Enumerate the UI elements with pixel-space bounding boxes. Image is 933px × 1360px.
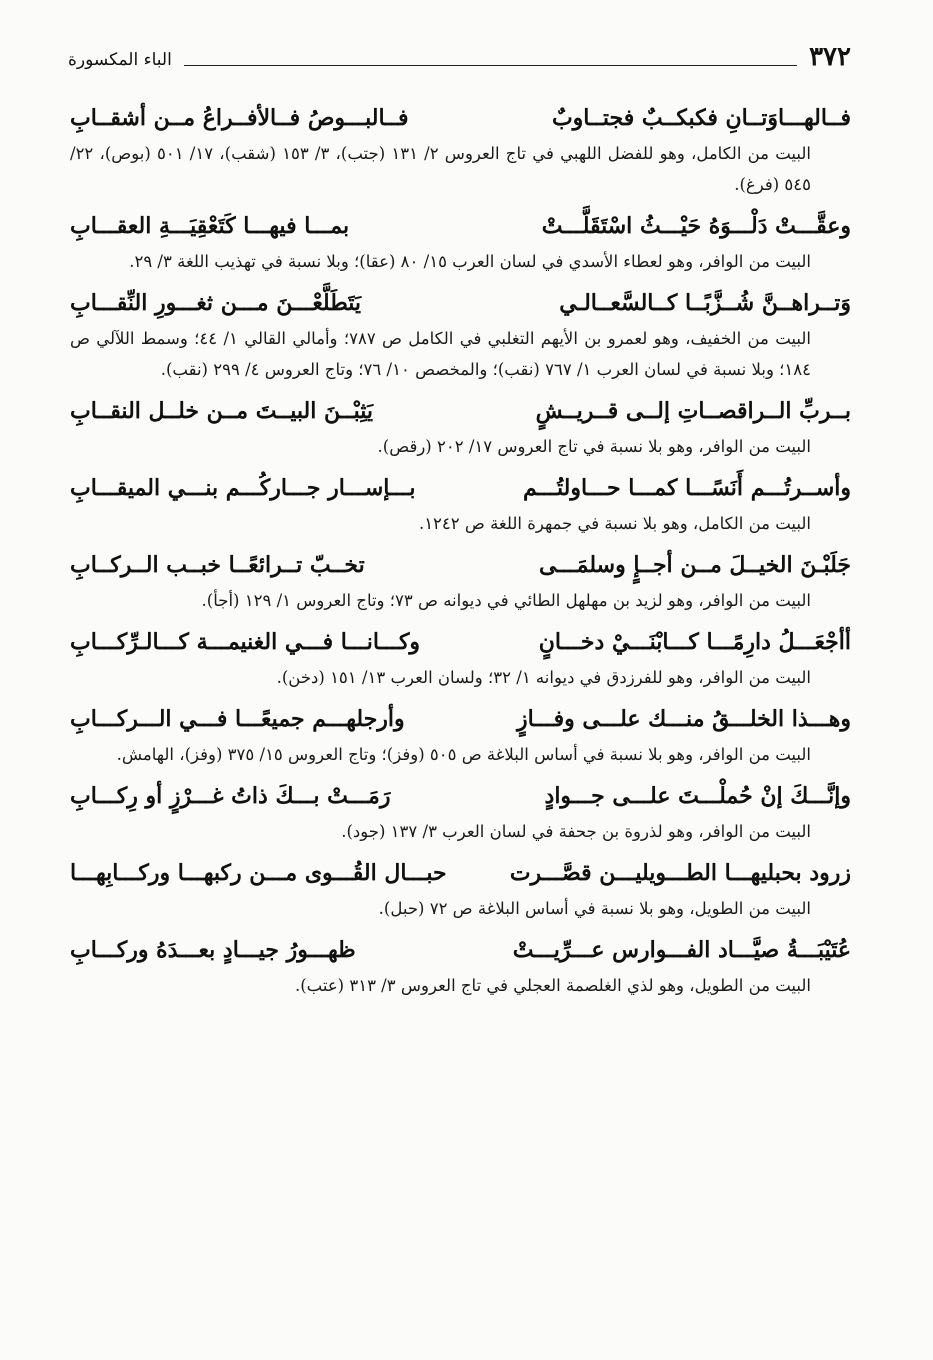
verse-second-hemistich: وأرجلهـــم جميعًـــا فـــي الـــركـــابِ — [70, 706, 405, 732]
verse-second-hemistich: يَتَطَلَّعْـــنَ مـــن ثغـــورِ النِّقـــابِ — [70, 290, 362, 316]
verse-line — [70, 776, 851, 816]
verse-entry — [70, 98, 851, 200]
verse-line — [70, 853, 851, 893]
verse-entry — [70, 283, 851, 385]
verse-note: البيت من الطويل، وهو لذي الغلصمة العجلي في تاج العروس ٣/ ٣١٣ (عتب). — [294, 976, 811, 995]
verse-note: البيت من الوافر، وهو للفرزدق في ديوانه ١/ ٣٢؛ ولسان العرب ١٣/ ١٥١ (دخن). — [276, 668, 811, 687]
verse-line — [70, 283, 851, 323]
running-title: الباء المكسورة — [68, 50, 172, 70]
verse-second-hemistich: تخــبّ تــرائعًــا خبــب الــركــابِ — [70, 552, 365, 578]
verse-entry — [70, 391, 851, 462]
verse-note: البيت من الوافر، وهو بلا نسبة في أساس البلاغة ص ٥٠٥ (وفز)؛ وتاج العروس ١٥/ ٣٧٥ (وفز)، الهامش. — [116, 745, 811, 764]
verse-first-hemistich: بــربِّ الــراقصــاتِ إلــى قــريــشٍ — [535, 398, 851, 424]
verse-entry — [70, 699, 851, 770]
verse-second-hemistich: فــالبـــوصُ فــالأفــراعُ مــن أشقــابِ — [70, 105, 409, 131]
verse-note: البيت من الكامل، وهو بلا نسبة في جمهرة اللغة ص ١٢٤٢. — [418, 514, 811, 533]
verse-first-hemistich: وأســرتُـــم أَنَسًـــا كمـــا حـــاولتُـــم — [523, 475, 851, 501]
verse-entry — [70, 545, 851, 616]
verse-second-hemistich: بـــإســـار جـــاركُـــم بنـــي الميقـــابِ — [70, 475, 416, 501]
verse-first-hemistich: وإنَّـــكَ إنْ حُملْـــتَ علـــى جـــوادٍ — [544, 783, 851, 809]
verse-entry — [70, 776, 851, 847]
verse-note: البيت من الطويل، وهو بلا نسبة في أساس البلاغة ص ٧٢ (حبل). — [378, 899, 811, 918]
verse-first-hemistich: فــالهـــاوَتــانِ فكبكــبٌ فجتــاوبٌ — [551, 105, 851, 131]
verse-line — [70, 545, 851, 585]
header-rule — [184, 65, 797, 66]
verse-first-hemistich: عُتَيْبَـــةُ صيَّـــاد الفـــوارس عـــرِّيـــتْ — [512, 937, 851, 963]
verse-note: البيت من الخفيف، وهو لعمرو بن الأيهم التغلبي في الكامل ص ٧٨٧؛ وأمالي القالي ١/ ٤٤؛ وسمط اللآلي ص ١٨٤؛ وبلا نسبة في لسان العرب ١/ ٧٦٧ (نقب)؛ والمخصص ١٠/ ٧٦؛ وتاج العروس ٤/ ٢٩٩ (نقب). — [70, 329, 811, 379]
verse-first-hemistich: أأجْعَـــلُ دارِمًـــا كـــابْنَـــيْ دخـــانٍ — [538, 629, 851, 655]
verse-line — [70, 930, 851, 970]
verse-entry — [70, 206, 851, 277]
page-header — [68, 38, 851, 72]
verse-second-hemistich: رَمَـــتْ بـــكَ ذاتُ غـــرْزٍ أو رِكـــابِ — [70, 783, 391, 809]
verse-first-hemistich: زرود بحبليهـــا الطـــويليـــن قصَّـــرت — [509, 860, 851, 886]
verse-line — [70, 699, 851, 739]
verse-entry — [70, 853, 851, 924]
verse-note: البيت من الوافر، وهو بلا نسبة في تاج العروس ١٧/ ٢٠٢ (رقص). — [377, 437, 811, 456]
verse-line — [70, 98, 851, 138]
verse-note: البيت من الوافر، وهو لعطاء الأسدي في لسان العرب ١٥/ ٨٠ (عقا)؛ وبلا نسبة في تهذيب اللغة ٣/ ٢٩. — [129, 252, 811, 271]
verse-line — [70, 206, 851, 246]
verse-second-hemistich: وكـــانـــا فـــي الغنيمـــة كـــالـرِّكـــابِ — [70, 629, 421, 655]
verse-first-hemistich: وعقَّـــتْ دَلْـــوَهُ حَيْـــثُ اسْتَقَلَّـــتْ — [541, 213, 851, 239]
verse-note: البيت من الكامل، وهو للفضل اللهبي في تاج العروس ٢/ ١٣١ (جتب)، ٣/ ١٥٣ (شقب)، ١٧/ ٥٠١ (بوص)، ٢٢/ ٥٤٥ (فرغ). — [70, 144, 811, 194]
verse-first-hemistich: جَلَبْـنَ الخيــلَ مــن أجــإٍ وسلمَـــى — [538, 552, 851, 578]
page-number: ٣٧٢ — [809, 42, 851, 72]
verse-second-hemistich: ظهـــورُ جيـــادٍ بعـــدَهُ وركـــابِ — [70, 937, 356, 963]
verse-line — [70, 391, 851, 431]
verse-second-hemistich: يَثِبْــنَ البيــتَ مــن خلــل النقــابِ — [70, 398, 374, 424]
verse-line — [70, 622, 851, 662]
verse-second-hemistich: بمـــا فيهـــا كَتَعْقِيَـــةِ العقـــابِ — [70, 213, 350, 239]
verse-first-hemistich: وهـــذا الخلـــقُ منـــك علـــى وفـــازٍ — [516, 706, 851, 732]
verse-entry — [70, 468, 851, 539]
verse-entries — [70, 98, 851, 1007]
verse-entry — [70, 930, 851, 1001]
verse-entry — [70, 622, 851, 693]
verse-note: البيت من الوافر، وهو لزيد بن مهلهل الطائي في ديوانه ص ٧٣؛ وتاج العروس ١/ ١٢٩ (أجأ). — [201, 591, 811, 610]
verse-line — [70, 468, 851, 508]
verse-note: البيت من الوافر، وهو لذروة بن جحفة في لسان العرب ٣/ ١٣٧ (جود). — [341, 822, 811, 841]
verse-second-hemistich: حبـــال القُـــوى مـــن ركبهـــا وركـــابِهـــا — [70, 860, 447, 886]
verse-first-hemistich: وَتــراهــنَّ شُــزَّبًــا كــالسَّعــالـي — [559, 290, 851, 316]
